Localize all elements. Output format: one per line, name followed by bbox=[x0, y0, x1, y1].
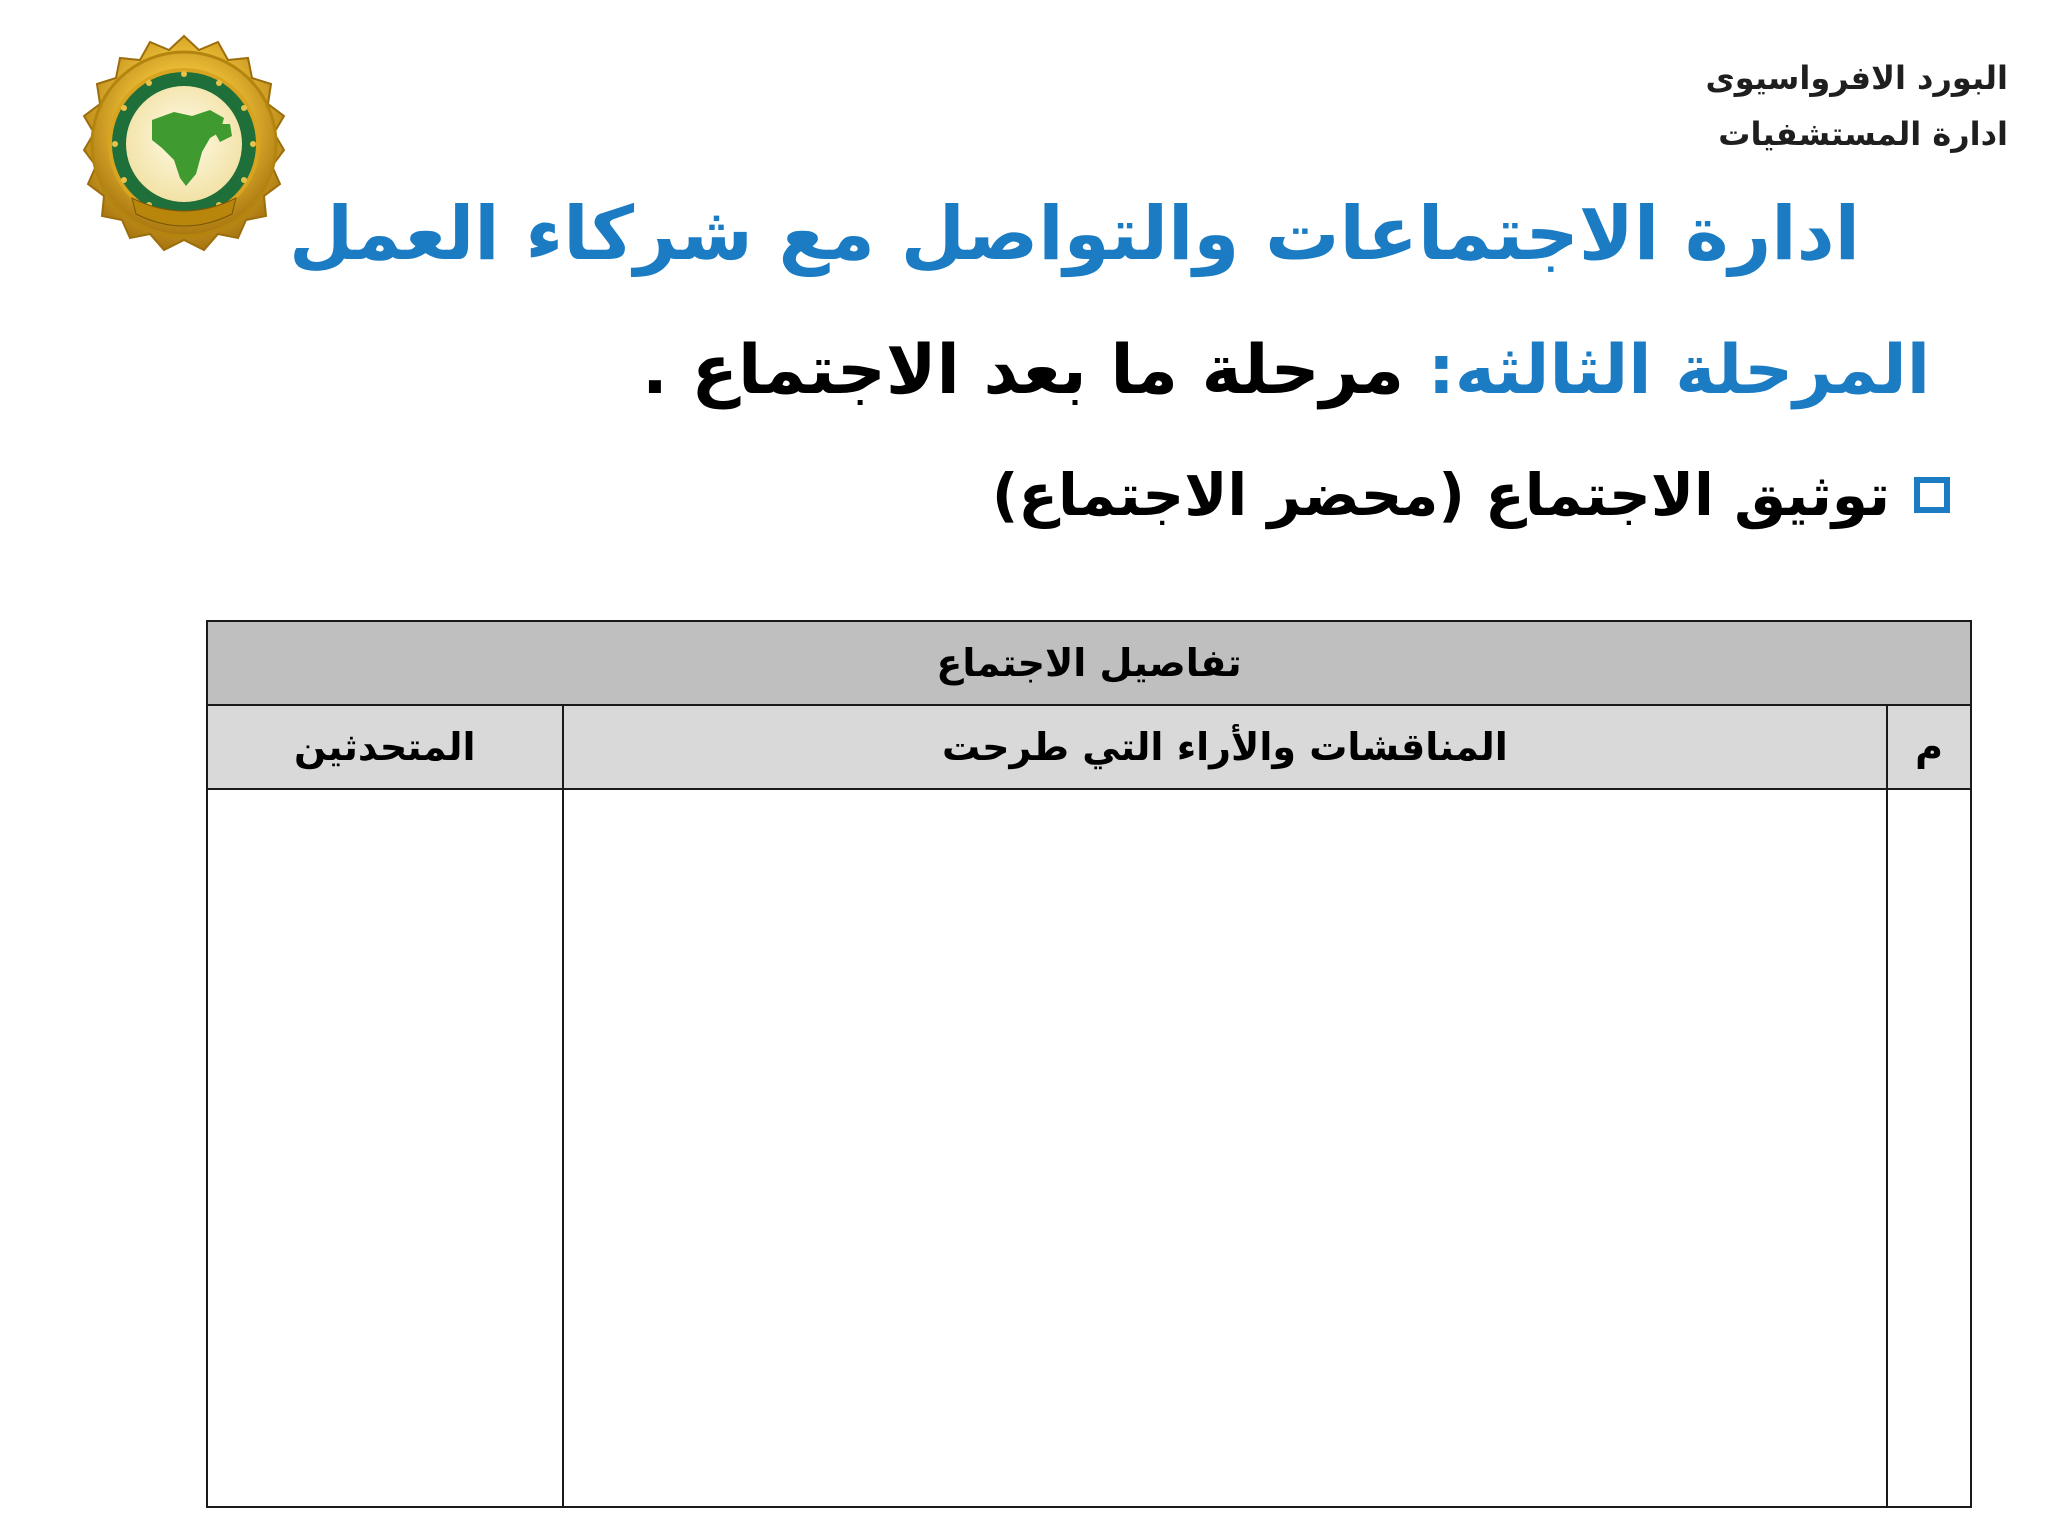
column-header-discussions: المناقشات والأراء التي طرحت bbox=[563, 705, 1888, 789]
phase-heading bbox=[642, 326, 1930, 416]
bullet-item bbox=[992, 455, 1950, 535]
meeting-details-table bbox=[206, 620, 1972, 1508]
table-title: تفاصيل الاجتماع bbox=[207, 621, 1971, 705]
cell-speakers[interactable] bbox=[207, 789, 563, 1507]
table-row bbox=[207, 789, 1971, 1507]
org-name: البورد الافرواسيوى bbox=[1705, 59, 2008, 97]
bullet-text: توثيق الاجتماع (محضر الاجتماع) bbox=[991, 461, 1890, 529]
column-header-number: م bbox=[1887, 705, 1971, 789]
phase-text: مرحلة ما بعد الاجتماع . bbox=[642, 331, 1405, 410]
square-bullet-icon bbox=[1914, 477, 1950, 513]
organization-block bbox=[1705, 50, 2008, 162]
cell-discussions[interactable] bbox=[563, 789, 1888, 1507]
column-header-speakers: المتحدثين bbox=[207, 705, 563, 789]
phase-label: المرحلة الثالثه: bbox=[1427, 331, 1930, 410]
cell-number[interactable] bbox=[1887, 789, 1971, 1507]
table-title-row bbox=[207, 621, 1971, 705]
department-name: ادارة المستشفيات bbox=[1718, 115, 2008, 153]
table-header-row bbox=[207, 705, 1971, 789]
page-title: ادارة الاجتماعات والتواصل مع شركاء العمل bbox=[289, 191, 1860, 277]
